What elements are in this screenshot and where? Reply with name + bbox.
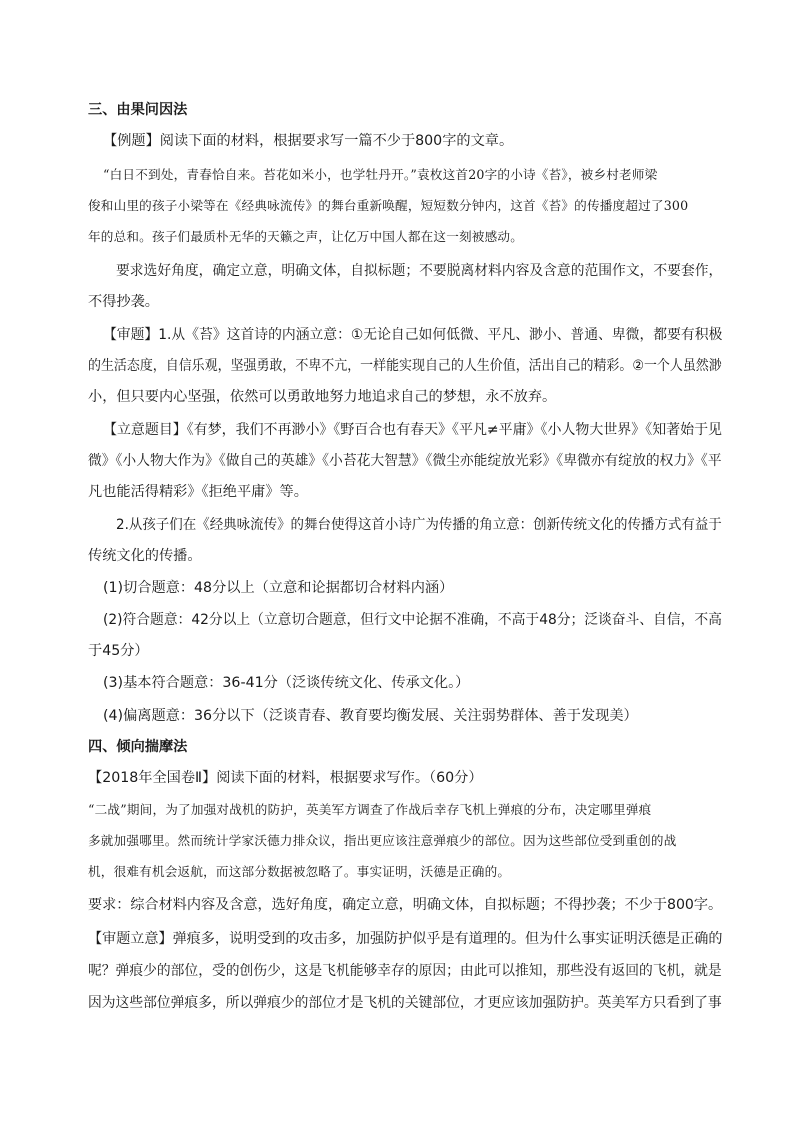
second-angle-line-2: 传统文化的传播。 [88, 548, 202, 564]
ww2-material-line-1: “二战”期间，为了加强对战机的防护，英美军方调查了作战后幸存飞机上弹痕的分布，决定哪里弹痕 [88, 802, 652, 817]
score-item-2: (2)符合题意：42分以上（立意切合题意，但行文中论据不准确，不高于48分；泛谈奋斗、自信，不高 [103, 612, 722, 628]
requirement-line-1: 要求选好角度，确定立意，明确文体，自拟标题；不要脱离材料内容及含意的范围作文，不要套作， [116, 263, 723, 279]
ww2-material-line-2: 多就加强哪里。然而统计学家沃德力排众议，指出更应该注意弹痕少的部位。因为这些部位受到重创的战 [88, 833, 677, 848]
example-prompt: 【例题】阅读下面的材料，根据要求写一篇不少于800字的文章。 [103, 133, 514, 149]
ww2-analysis-line-3: 因为这些部位弹痕多，所以弹痕少的部位才是飞机的关键部位，才更应该加强防护。英美军方只看到了事 [88, 995, 722, 1011]
score-item-4: (4)偏离题意：36分以下（泛谈青春、教育要均衡发展、关注弱势群体、善于发现美） [103, 708, 638, 724]
section-4-heading: 四、倾向揣摩法 [88, 739, 188, 755]
titles-line-3: 凡也能活得精彩》《拒绝平庸》等。 [88, 484, 308, 500]
score-item-2-cont: 于45分） [88, 643, 149, 659]
material-line-2: 俊和山里的孩子小梁等在《经典咏流传》的舞台重新唤醒，短短数分钟内，这首《苔》的传播度超过了300 [88, 198, 689, 213]
ww2-requirement: 要求：综合材料内容及含意，选好角度，确定立意，明确文体，自拟标题；不得抄袭；不少于800字。 [88, 897, 723, 913]
analysis-line-2: 的生活态度，自信乐观，坚强勇敢，不卑不亢，一样能实现自己的人生价值，活出自己的精彩。②一个人虽然渺 [88, 358, 722, 374]
section-3-heading: 三、由果问因法 [88, 102, 188, 118]
second-angle-line-1: 2.从孩子们在《经典咏流传》的舞台使得这首小诗广为传播的角立意：创新传统文化的传播方式有益于 [116, 517, 722, 533]
ww2-material-line-3: 机，很难有机会返航，而这部分数据被忽略了。事实证明，沃德是正确的。 [88, 864, 511, 879]
analysis-line-1: 【审题】1.从《苔》这首诗的内涵立意：①无论自己如何低微、平凡、渺小、普通、卑微，都要有积极 [103, 327, 723, 343]
requirement-line-2: 不得抄袭。 [88, 294, 159, 310]
titles-line-2: 微》《小人物大作为》《做自己的英雄》《小苔花大智慧》《微尘亦能绽放光彩》《卑微亦有绽放的权力》《平 [88, 453, 722, 469]
material-line-3: 年的总和。孩子们最质朴无华的天籁之声，让亿万中国人都在这一刻被感动。 [88, 229, 523, 244]
score-item-1: (1)切合题意：48分以上（立意和论据都切合材料内涵） [103, 580, 454, 596]
ww2-analysis-line-1: 【审题立意】弹痕多，说明受到的攻击多，加强防护似乎是有道理的。但为什么事实证明沃德是正确的 [88, 931, 723, 947]
titles-line-1: 【立意题目】《有梦，我们不再渺小》《野百合也有春天》《平凡≠平庸》《小人物大世界》《知著始于见 [103, 422, 723, 438]
ww2-analysis-line-2: 呢？弹痕少的部位，受的创伤少，这是飞机能够幸存的原因；由此可以推知，那些没有返回的飞机，就是 [88, 963, 722, 979]
material-line-1: “白日不到处，青春恰自来。苔花如米小，也学牡丹开。”袁枚这首20字的小诗《苔》，被乡村老师梁 [103, 167, 658, 182]
score-item-3: (3)基本符合题意：36-41分（泛谈传统文化、传承文化。） [103, 675, 470, 691]
analysis-line-3: 小，但只要内心坚强，依然可以勇敢地努力地追求自己的梦想，永不放弃。 [88, 389, 557, 405]
exam-prompt: 【2018年全国卷Ⅱ】阅读下面的材料，根据要求写作。（60分） [88, 770, 483, 786]
